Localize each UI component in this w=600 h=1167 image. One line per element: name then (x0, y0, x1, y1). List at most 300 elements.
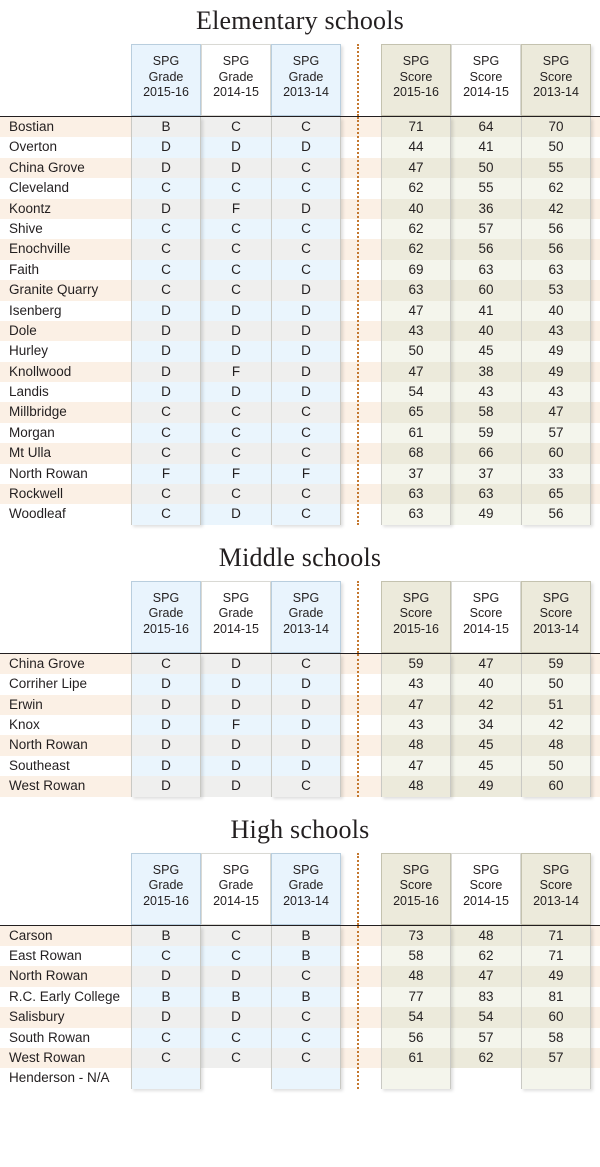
section-2 (0, 525, 600, 797)
grade-score-divider (357, 581, 359, 653)
grade-cell: D (131, 776, 201, 796)
grade-cell: C (271, 178, 341, 198)
school-name: Rockwell (9, 486, 64, 502)
grade-cell (201, 1068, 271, 1088)
grade-cell: D (131, 674, 201, 694)
header-line-3: 2014-15 (463, 85, 509, 99)
score-cell: 53 (521, 280, 591, 300)
table-row (0, 178, 600, 198)
score-cell: 44 (381, 137, 451, 157)
header-line-1: SPG (222, 862, 250, 877)
grade-cell: D (131, 137, 201, 157)
school-name: Southeast (9, 757, 70, 773)
score-cell: 40 (521, 301, 591, 321)
header-score-2014-15 (451, 853, 521, 925)
school-name: R.C. Early College (9, 988, 121, 1004)
score-cell: 56 (381, 1028, 451, 1048)
grade-cell: C (131, 443, 201, 463)
school-name: Knollwood (9, 363, 72, 379)
score-cell: 48 (381, 735, 451, 755)
grade-cell: D (271, 301, 341, 321)
header-line-3: 2014-15 (463, 893, 509, 908)
header-score-2015-16 (381, 853, 451, 925)
school-name: Granite Quarry (9, 282, 99, 298)
header-grade-2014-15 (201, 581, 271, 653)
header-line-3: 2014-15 (213, 85, 259, 99)
score-cell: 49 (521, 341, 591, 361)
table-row (0, 926, 600, 946)
header-grade-2013-14 (271, 44, 341, 116)
score-cell: 47 (381, 301, 451, 321)
table-row (0, 199, 600, 219)
score-cell: 42 (521, 199, 591, 219)
header-line-3: 2013-14 (533, 85, 579, 99)
table-row (0, 158, 600, 178)
school-name: Mt Ulla (9, 445, 52, 461)
score-cell: 57 (521, 1048, 591, 1068)
table-row (0, 1007, 600, 1027)
header-line-3: 2015-16 (143, 621, 189, 636)
header-line-3: 2013-14 (283, 893, 329, 908)
table-row (0, 776, 600, 796)
table-2 (0, 925, 600, 1089)
score-cell: 54 (381, 382, 451, 402)
score-cell: 40 (451, 674, 521, 694)
header-grade-2013-14 (271, 853, 341, 925)
grade-score-divider (357, 44, 359, 116)
header-line-1: SPG (292, 54, 320, 68)
grade-cell: C (201, 1028, 271, 1048)
school-name: Knox (9, 716, 40, 732)
school-name: Erwin (9, 696, 43, 712)
score-cell (451, 1068, 521, 1088)
school-name: Faith (9, 261, 40, 277)
column-headers (0, 44, 600, 116)
header-line-2: Score (399, 878, 433, 893)
section-1 (0, 0, 600, 525)
score-cell: 68 (381, 443, 451, 463)
grade-cell: C (271, 1048, 341, 1068)
score-cell: 51 (521, 695, 591, 715)
score-cell: 63 (381, 484, 451, 504)
grade-cell: C (131, 946, 201, 966)
score-cell: 58 (451, 402, 521, 422)
school-name: Cleveland (9, 180, 70, 196)
score-cell: 38 (451, 362, 521, 382)
score-cell: 60 (521, 1007, 591, 1027)
score-cell: 57 (451, 219, 521, 239)
score-cell: 50 (521, 756, 591, 776)
grade-cell: C (201, 402, 271, 422)
score-cell: 56 (521, 219, 591, 239)
header-score-2015-16 (381, 44, 451, 116)
header-line-1: SPG (152, 590, 180, 605)
grade-cell: C (131, 402, 201, 422)
header-score-2013-14 (521, 44, 591, 116)
grade-cell: D (201, 674, 271, 694)
grade-cell: D (271, 674, 341, 694)
section-title: Elementary schools (196, 6, 404, 35)
table-row (0, 137, 600, 157)
grade-cell: D (131, 382, 201, 402)
grade-cell: D (271, 715, 341, 735)
header-line-2: Grade (218, 878, 254, 893)
school-name: Salisbury (9, 1009, 65, 1025)
score-cell: 62 (451, 946, 521, 966)
grade-cell: C (201, 946, 271, 966)
school-name: West Rowan (9, 1049, 86, 1065)
table-row (0, 504, 600, 524)
grade-cell: C (271, 158, 341, 178)
score-cell: 41 (451, 137, 521, 157)
header-line-3: 2014-15 (213, 621, 259, 636)
grade-cell: C (131, 239, 201, 259)
header-line-2: Grade (148, 69, 184, 84)
school-name: Henderson - N/A (9, 1070, 110, 1086)
grade-cell: C (271, 1028, 341, 1048)
school-name: North Rowan (9, 968, 88, 984)
header-line-3: 2015-16 (393, 621, 439, 636)
table-row (0, 239, 600, 259)
header-grade-2015-16 (131, 581, 201, 653)
header-line-2: Score (539, 69, 573, 84)
table-row (0, 654, 600, 674)
grade-cell: B (271, 946, 341, 966)
table-row (0, 966, 600, 986)
score-cell: 60 (451, 280, 521, 300)
score-cell: 63 (451, 484, 521, 504)
header-line-3: 2013-14 (283, 621, 329, 636)
grade-cell: B (131, 987, 201, 1007)
grade-score-divider (357, 853, 359, 925)
grade-cell: C (271, 423, 341, 443)
header-score-2013-14 (521, 853, 591, 925)
grade-cell: C (201, 1048, 271, 1068)
header-score-2015-16 (381, 581, 451, 653)
score-cell: 40 (381, 199, 451, 219)
score-cell: 63 (381, 504, 451, 524)
grade-cell: C (201, 178, 271, 198)
school-name: Morgan (9, 424, 55, 440)
header-line-1: SPG (472, 590, 500, 605)
table-rows (0, 926, 600, 1089)
header-line-2: Grade (148, 606, 184, 621)
score-cell: 48 (451, 926, 521, 946)
table-rows (0, 117, 600, 525)
header-score-2014-15 (451, 581, 521, 653)
score-cell: 47 (451, 966, 521, 986)
table-row (0, 219, 600, 239)
score-cell: 71 (381, 117, 451, 137)
score-cell: 48 (381, 776, 451, 796)
header-line-2: Grade (288, 878, 324, 893)
score-cell: 45 (451, 341, 521, 361)
header-line-3: 2013-14 (283, 85, 329, 99)
score-cell: 49 (521, 966, 591, 986)
header-line-2: Grade (218, 69, 254, 84)
grade-cell: C (201, 423, 271, 443)
score-cell: 56 (521, 239, 591, 259)
header-line-3: 2013-14 (533, 893, 579, 908)
grade-cell: B (201, 987, 271, 1007)
score-cell (381, 1068, 451, 1088)
grade-cell: C (201, 280, 271, 300)
score-cell: 56 (451, 239, 521, 259)
header-line-2: Score (539, 606, 573, 621)
score-cell: 54 (451, 1007, 521, 1027)
score-cell: 47 (381, 756, 451, 776)
header-line-1: SPG (222, 590, 250, 605)
score-cell: 60 (521, 443, 591, 463)
grade-cell: C (271, 219, 341, 239)
grade-cell (131, 1068, 201, 1088)
grade-cell: C (131, 654, 201, 674)
header-grade-2015-16 (131, 44, 201, 116)
table-row (0, 1048, 600, 1068)
table-row (0, 674, 600, 694)
score-cell: 45 (451, 756, 521, 776)
grade-cell: C (271, 654, 341, 674)
header-line-1: SPG (542, 590, 570, 605)
score-cell: 62 (521, 178, 591, 198)
grade-cell: D (271, 341, 341, 361)
score-cell: 49 (451, 504, 521, 524)
score-cell: 42 (521, 715, 591, 735)
grade-cell: D (131, 321, 201, 341)
score-cell: 66 (451, 443, 521, 463)
school-name: Enochville (9, 241, 71, 257)
header-line-3: 2015-16 (393, 893, 439, 908)
school-name: Shive (9, 220, 43, 236)
table-row (0, 362, 600, 382)
grade-cell: F (201, 464, 271, 484)
grade-cell: C (271, 260, 341, 280)
score-cell: 48 (381, 966, 451, 986)
header-line-1: SPG (222, 54, 250, 68)
grade-cell: C (201, 260, 271, 280)
grade-cell: D (201, 341, 271, 361)
school-name: Millbridge (9, 404, 67, 420)
table-row (0, 402, 600, 422)
grade-cell: D (201, 735, 271, 755)
grade-cell: B (131, 926, 201, 946)
score-cell: 58 (521, 1028, 591, 1048)
grade-cell: C (271, 443, 341, 463)
score-cell: 50 (381, 341, 451, 361)
grade-cell: F (271, 464, 341, 484)
score-cell: 45 (451, 735, 521, 755)
grade-cell: C (131, 1048, 201, 1068)
school-name: China Grove (9, 159, 85, 175)
score-cell: 43 (381, 715, 451, 735)
grade-cell: D (201, 158, 271, 178)
table-row (0, 423, 600, 443)
grade-cell: D (131, 341, 201, 361)
header-line-1: SPG (472, 54, 500, 68)
table-0 (0, 116, 600, 525)
header-line-1: SPG (402, 862, 430, 877)
table-row (0, 443, 600, 463)
grade-score-divider (357, 926, 359, 1089)
header-score-2014-15 (451, 44, 521, 116)
section-3 (0, 797, 600, 1089)
score-cell: 69 (381, 260, 451, 280)
table-1 (0, 653, 600, 797)
grade-cell: C (271, 117, 341, 137)
header-score-2013-14 (521, 581, 591, 653)
score-cell: 43 (451, 382, 521, 402)
score-cell: 49 (521, 362, 591, 382)
score-cell: 47 (381, 695, 451, 715)
table-row (0, 260, 600, 280)
grade-cell: D (201, 695, 271, 715)
header-grade-2014-15 (201, 853, 271, 925)
grade-cell: C (131, 504, 201, 524)
score-cell: 37 (381, 464, 451, 484)
score-cell: 50 (451, 158, 521, 178)
header-line-2: Score (469, 69, 503, 84)
header-line-1: SPG (152, 54, 180, 68)
section-title: High schools (230, 814, 370, 844)
header-line-2: Score (469, 878, 503, 893)
header-line-2: Grade (148, 878, 184, 893)
score-cell: 65 (381, 402, 451, 422)
header-grade-2014-15 (201, 44, 271, 116)
score-cell: 47 (521, 402, 591, 422)
school-name: Overton (9, 139, 58, 155)
grade-cell: D (131, 756, 201, 776)
grade-cell: C (201, 484, 271, 504)
grade-cell: F (201, 362, 271, 382)
grade-cell: D (271, 362, 341, 382)
header-line-3: 2015-16 (393, 85, 439, 99)
score-cell: 62 (451, 1048, 521, 1068)
header-line-1: SPG (542, 54, 570, 68)
score-cell: 57 (451, 1028, 521, 1048)
score-cell: 59 (451, 423, 521, 443)
header-line-1: SPG (292, 862, 320, 877)
school-name: Corriher Lipe (9, 676, 88, 692)
table-row (0, 987, 600, 1007)
score-cell: 57 (521, 423, 591, 443)
table-rows (0, 654, 600, 797)
grade-cell: C (271, 1007, 341, 1027)
grade-cell: C (271, 484, 341, 504)
school-name: Bostian (9, 119, 55, 134)
score-cell: 61 (381, 1048, 451, 1068)
grade-cell: D (271, 321, 341, 341)
score-cell: 43 (381, 321, 451, 341)
school-name: Landis (9, 384, 49, 400)
table-row (0, 301, 600, 321)
score-cell: 42 (451, 695, 521, 715)
score-cell: 62 (381, 178, 451, 198)
score-cell: 64 (451, 117, 521, 137)
score-cell: 59 (381, 654, 451, 674)
grade-cell: D (271, 756, 341, 776)
grade-cell: D (271, 137, 341, 157)
header-line-3: 2015-16 (143, 893, 189, 908)
grade-cell: D (201, 321, 271, 341)
score-cell: 41 (451, 301, 521, 321)
grade-cell: D (131, 199, 201, 219)
score-cell: 63 (521, 260, 591, 280)
score-cell: 62 (381, 219, 451, 239)
grade-cell: D (201, 301, 271, 321)
school-name: Koontz (9, 200, 52, 216)
score-cell: 47 (381, 362, 451, 382)
grade-cell: C (131, 280, 201, 300)
score-cell: 43 (521, 382, 591, 402)
header-line-1: SPG (542, 862, 570, 877)
score-cell: 60 (521, 776, 591, 796)
header-line-3: 2014-15 (213, 893, 259, 908)
score-cell: 47 (381, 158, 451, 178)
grade-cell: D (131, 735, 201, 755)
score-cell: 55 (521, 158, 591, 178)
grade-cell: F (131, 464, 201, 484)
grade-cell: C (271, 966, 341, 986)
grade-cell: C (201, 117, 271, 137)
table-row (0, 117, 600, 137)
grade-cell: C (271, 402, 341, 422)
column-headers (0, 581, 600, 653)
school-name: South Rowan (9, 1029, 91, 1045)
header-line-1: SPG (472, 862, 500, 877)
table-row (0, 756, 600, 776)
school-name: West Rowan (9, 778, 86, 794)
table-row (0, 464, 600, 484)
grade-score-divider (357, 117, 359, 525)
school-name: East Rowan (9, 947, 82, 963)
grade-cell: C (131, 178, 201, 198)
grade-cell: C (271, 504, 341, 524)
grade-cell: D (201, 382, 271, 402)
score-cell: 36 (451, 199, 521, 219)
grade-cell (271, 1068, 341, 1088)
score-cell: 43 (521, 321, 591, 341)
grade-cell: D (201, 776, 271, 796)
table-row (0, 1028, 600, 1048)
header-line-2: Score (469, 606, 503, 621)
grade-cell: C (131, 260, 201, 280)
score-cell: 56 (521, 504, 591, 524)
section-title: Middle schools (218, 542, 382, 572)
grade-cell: D (131, 1007, 201, 1027)
grade-cell: D (271, 280, 341, 300)
school-name: China Grove (9, 655, 85, 671)
header-line-2: Grade (218, 606, 254, 621)
grade-cell: C (131, 484, 201, 504)
grade-cell: D (201, 1007, 271, 1027)
grade-cell: D (131, 715, 201, 735)
score-cell: 83 (451, 987, 521, 1007)
school-name: Hurley (9, 343, 49, 359)
header-line-1: SPG (292, 590, 320, 605)
score-cell: 50 (521, 137, 591, 157)
table-row (0, 484, 600, 504)
score-cell: 48 (521, 735, 591, 755)
score-cell: 58 (381, 946, 451, 966)
score-cell: 54 (381, 1007, 451, 1027)
grade-cell: C (271, 776, 341, 796)
grade-cell: D (201, 504, 271, 524)
score-cell: 55 (451, 178, 521, 198)
header-grade-2013-14 (271, 581, 341, 653)
header-line-1: SPG (402, 54, 430, 68)
grade-cell: D (131, 966, 201, 986)
score-cell: 50 (521, 674, 591, 694)
